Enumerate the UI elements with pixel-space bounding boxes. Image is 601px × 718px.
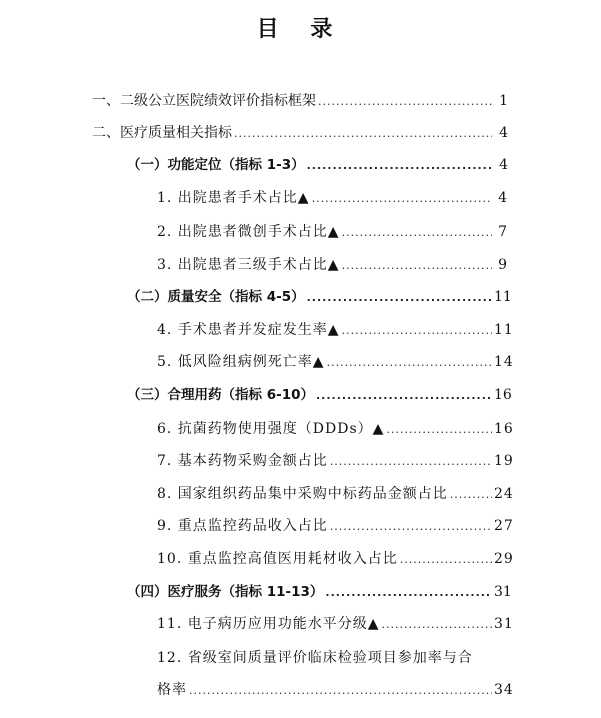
toc-page-number: 4 — [499, 157, 508, 173]
toc-entry-label: 7. 基本药物采购金额占比 — [157, 453, 328, 469]
toc-entry-label: （二）质量安全（指标 4-5） — [127, 289, 305, 305]
toc-entry-item-6[interactable] — [157, 417, 514, 441]
leader-dots — [381, 613, 492, 637]
toc-page-number: 11 — [494, 289, 512, 305]
toc-entry-item-8[interactable] — [157, 482, 514, 506]
toc-entry-label: 8. 国家组织药品集中采购中标药品金额占比 — [157, 486, 448, 502]
leader-dots — [400, 548, 492, 572]
toc-page-number: 9 — [498, 257, 508, 273]
toc-page-number: 24 — [494, 486, 514, 502]
toc-entry-label: （三）合理用药（指标 6-10） — [127, 387, 314, 403]
toc-page-number: 27 — [494, 518, 514, 534]
toc-page-number: 29 — [494, 551, 514, 567]
toc-entry-item-7[interactable] — [157, 449, 514, 473]
leader-dots — [316, 384, 492, 408]
toc-page-number: 4 — [498, 190, 508, 206]
leader-dots — [325, 581, 492, 605]
toc-entry-item-4[interactable] — [157, 318, 514, 342]
leader-dots — [189, 679, 492, 703]
toc-page-number: 31 — [494, 616, 514, 632]
leader-dots — [312, 187, 492, 211]
leader-dots — [342, 221, 492, 245]
toc-entry-subsection-4[interactable] — [127, 580, 512, 604]
toc-entry-label: 3. 出院患者三级手术占比▲ — [157, 257, 340, 273]
toc-page-number: 31 — [494, 584, 512, 600]
toc-entry-item-2[interactable] — [157, 220, 508, 244]
leader-dots — [342, 319, 492, 343]
toc-page-number: 16 — [494, 421, 514, 437]
toc-entry-label: 一、二级公立医院绩效评价指标框架 — [92, 93, 316, 109]
toc-page-number: 1 — [499, 93, 508, 109]
toc-entry-label: 9. 重点监控药品收入占比 — [157, 518, 328, 534]
toc-entry-label: （四）医疗服务（指标 11-13） — [127, 584, 324, 600]
toc-entry-label: 二、医疗质量相关指标 — [92, 125, 232, 141]
toc-page-number: 16 — [494, 387, 512, 403]
toc-entry-item-10[interactable] — [157, 547, 514, 571]
leader-dots — [330, 450, 492, 474]
leader-dots — [342, 254, 492, 278]
toc-entry-subsection-3[interactable] — [127, 383, 512, 407]
toc-entry-subsection-2[interactable] — [127, 285, 512, 309]
toc-entry-label: 6. 抗菌药物使用强度（DDDs）▲ — [157, 421, 385, 437]
toc-entry-item-1[interactable] — [157, 186, 508, 210]
leader-dots — [450, 483, 492, 507]
toc-entry-item-9[interactable] — [157, 514, 514, 538]
toc-page-number: 14 — [494, 354, 514, 370]
toc-page-number: 7 — [498, 224, 508, 240]
toc-entry-label: 1. 出院患者手术占比▲ — [157, 190, 310, 206]
toc-page-number: 4 — [499, 125, 508, 141]
toc-entry-label: 4. 手术患者并发症发生率▲ — [157, 322, 340, 338]
page-title: 目 录 — [256, 17, 345, 42]
leader-dots — [386, 418, 492, 442]
toc-page-number: 19 — [494, 453, 514, 469]
toc-entry-label: 格率 — [157, 682, 187, 698]
leader-dots — [327, 351, 492, 375]
toc-entry-item-5[interactable] — [157, 350, 514, 374]
toc-entry-label: 2. 出院患者微创手术占比▲ — [157, 224, 340, 240]
toc-entry-section-1[interactable] — [92, 89, 508, 113]
toc-entry-subsection-1[interactable] — [127, 153, 508, 177]
leader-dots — [318, 90, 492, 114]
toc-entry-label: 10. 重点监控高值医用耗材收入占比 — [157, 551, 398, 567]
toc-page-number: 34 — [494, 682, 514, 698]
toc-entry-item-12-line-1[interactable]: 12. 省级室间质量评价临床检验项目参加率与合 — [157, 650, 473, 666]
leader-dots — [307, 154, 492, 178]
leader-dots — [307, 286, 492, 310]
leader-dots — [234, 122, 492, 146]
leader-dots — [330, 515, 492, 539]
toc-page-number: 11 — [494, 322, 514, 338]
toc-entry-section-2[interactable] — [92, 121, 508, 145]
toc-entry-item-12-line-2[interactable] — [157, 678, 514, 702]
toc-entry-item-11[interactable] — [157, 612, 514, 636]
toc-entry-item-3[interactable] — [157, 253, 508, 277]
toc-entry-label: 5. 低风险组病例死亡率▲ — [157, 354, 325, 370]
toc-entry-label: 11. 电子病历应用功能水平分级▲ — [157, 616, 380, 632]
toc-entry-label: （一）功能定位（指标 1-3） — [127, 157, 305, 173]
